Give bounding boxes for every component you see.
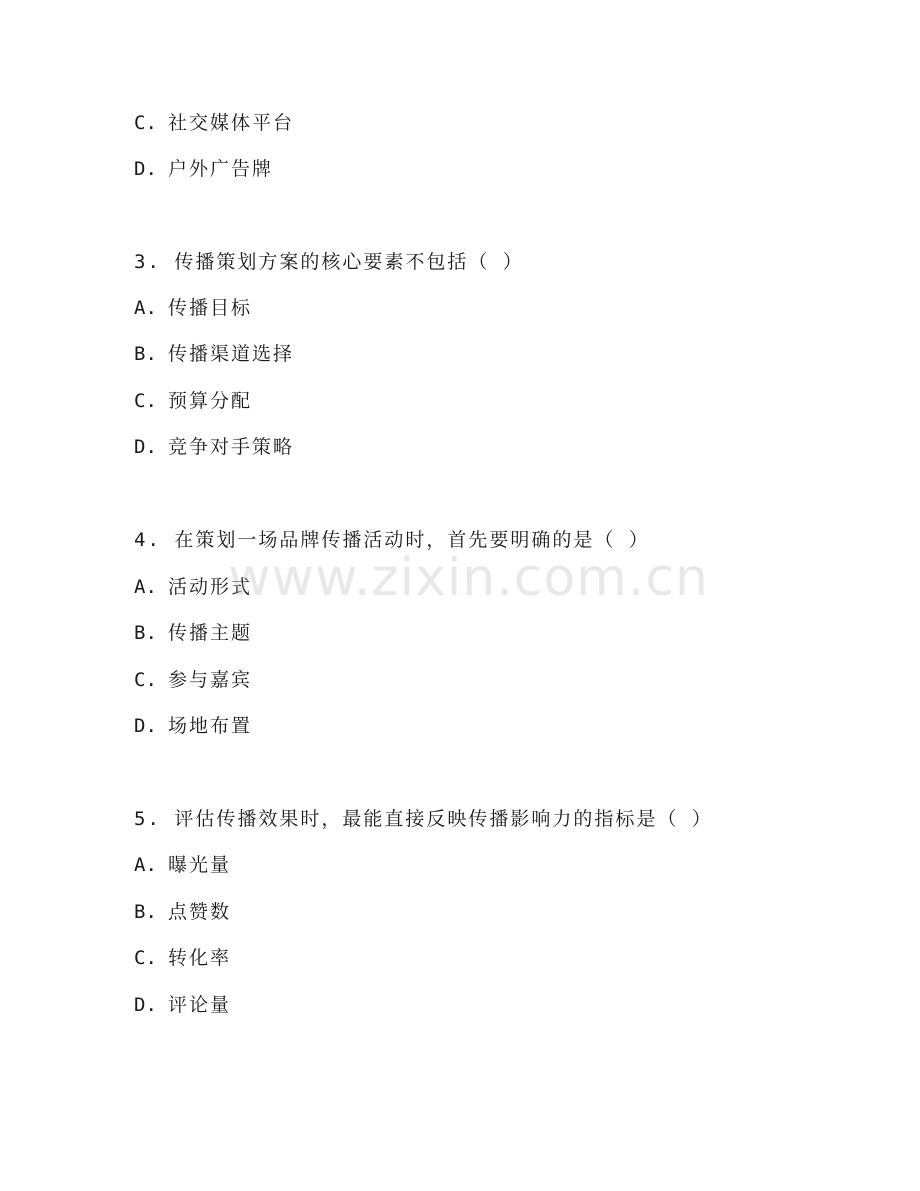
q2-option-c [134,111,294,135]
option-text: 参与嘉宾 [168,669,253,691]
q5-option-d [134,993,231,1017]
q4-option-c [134,668,252,692]
option-text: 传播渠道选择 [168,343,295,365]
option-label: C. [134,669,157,691]
option-text: 户外广告牌 [168,158,274,180]
option-label: B. [134,901,157,923]
q5-stem: 5. 评估传播效果时，最能直接反映传播影响力的指标是（ ） [134,808,713,830]
option-label: B. [134,343,157,365]
q5-option-c [134,946,231,970]
option-text: 评论量 [168,994,232,1016]
option-text: 社交媒体平台 [168,112,295,134]
option-text: 转化率 [168,947,232,969]
option-label: B. [134,622,157,644]
option-label: D. [134,715,157,737]
option-label: C. [134,112,157,134]
option-label: C. [134,390,157,412]
option-text: 场地布置 [168,715,253,737]
option-text: 竞争对手策略 [168,436,295,458]
q3-stem: 3. 传播策划方案的核心要素不包括（ ） [134,251,524,273]
option-label: D. [134,158,157,180]
q2-option-d [134,157,273,181]
q4-option-d [134,714,252,738]
option-label: A. [134,297,157,319]
watermark: www.zixin.com.cn [228,548,709,608]
q3-option-c [134,389,252,413]
option-label: A. [134,576,157,598]
q3-option-d [134,435,294,459]
option-label: D. [134,994,157,1016]
option-label: A. [134,854,157,876]
q3-option-b [134,342,294,366]
q4-stem: 4. 在策划一场品牌传播活动时，首先要明确的是（ ） [134,529,650,551]
option-text: 点赞数 [168,901,232,923]
option-label: D. [134,436,157,458]
option-text: 活动形式 [168,576,253,598]
option-label: C. [134,947,157,969]
q3-option-a [134,296,252,320]
option-text: 曝光量 [168,854,232,876]
q5-option-b [134,900,231,924]
q5-option-a [134,853,231,877]
q4-option-a [134,575,252,599]
option-text: 传播主题 [168,622,253,644]
option-text: 预算分配 [168,390,253,412]
q4-option-b [134,621,252,645]
option-text: 传播目标 [168,297,253,319]
